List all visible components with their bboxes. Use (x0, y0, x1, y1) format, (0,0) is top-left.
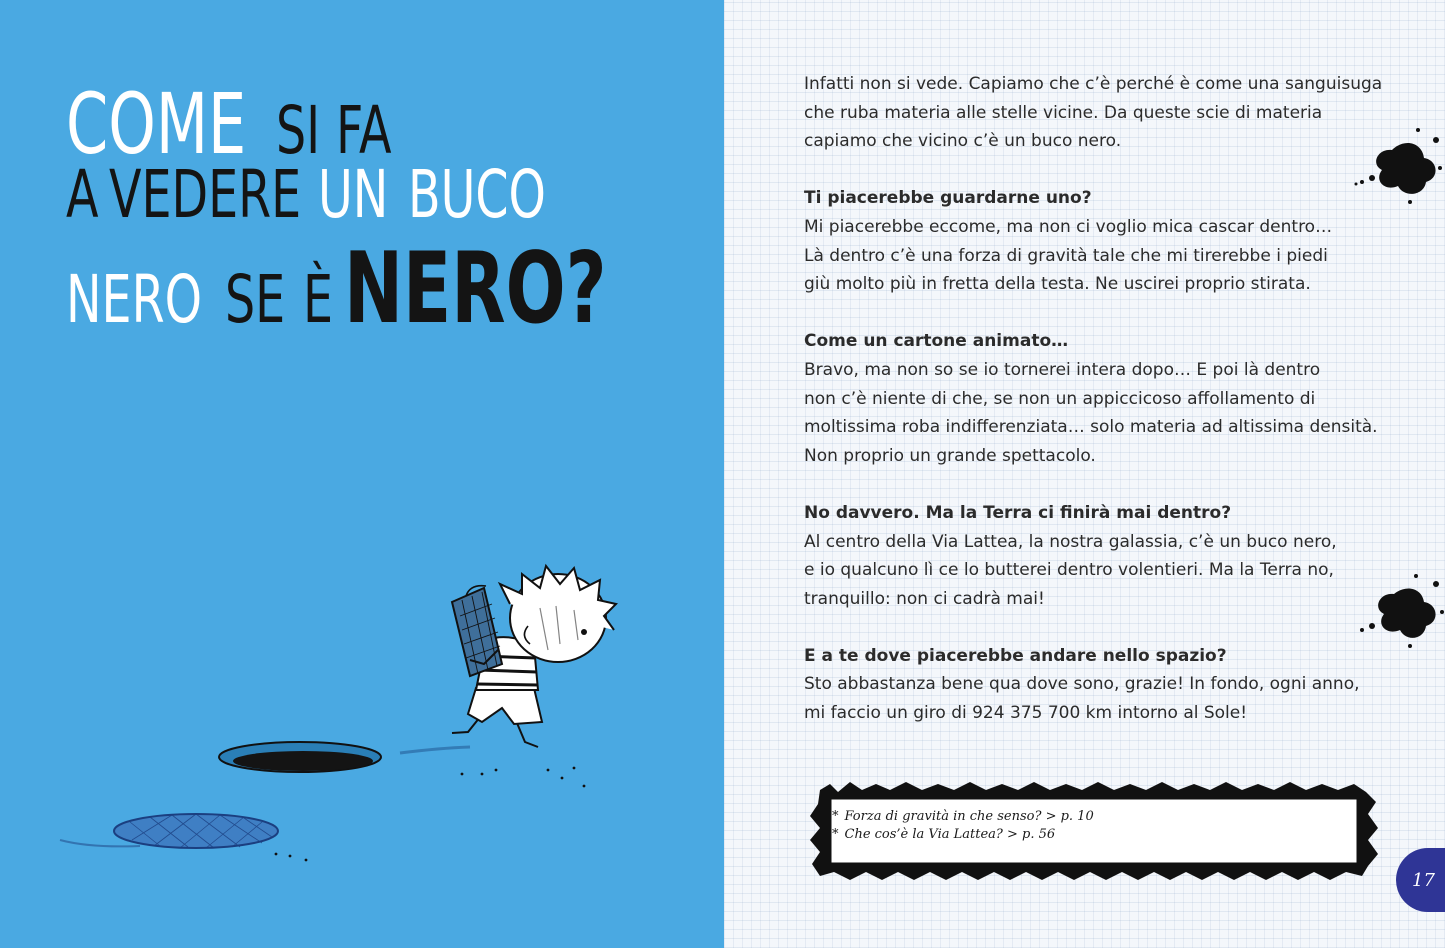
title-word-a: A (66, 156, 99, 233)
title-word-vedere: VEDERE (109, 156, 302, 233)
bullet-star-icon: * (832, 827, 839, 842)
text-line: che ruba materia alle stelle vicine. Da queste scie di materia (804, 102, 1323, 123)
black-hole-icon (219, 742, 381, 772)
title-word-se: SE (224, 261, 286, 338)
text-line: moltissima roba indifferenziata… solo materia ad altissima densità. (804, 417, 1378, 438)
text-line: Bravo, ma non so se io tornerei intera dopo… E poi là dentro (804, 359, 1321, 380)
question-1: Ti piacerebbe guardarne uno? (804, 188, 1092, 209)
intro-paragraph (804, 70, 1394, 156)
answer-4 (804, 670, 1394, 727)
title-word-nero: NERO (66, 261, 203, 338)
title-word-fa: FA (335, 92, 392, 169)
text-line: Al centro della Via Lattea, la nostra galassia, c’è un buco nero, (804, 531, 1337, 552)
text-line: Sto abbastanza bene qua dove sono, grazie! In fondo, ogni anno, (804, 674, 1360, 695)
boy-illustration (400, 566, 616, 787)
question-2: Come un cartone animato… (804, 331, 1069, 352)
answer-3 (804, 528, 1394, 614)
title-word-buco: BUCO (407, 156, 546, 233)
bullet-star-icon: * (832, 809, 839, 824)
page-number: 17 (1412, 869, 1435, 891)
text-line: Mi piacerebbe eccome, ma non ci voglio mica cascar dentro… (804, 216, 1333, 237)
reference-text: Forza di gravità in che senso? > p. 10 (844, 809, 1094, 824)
title-word-nero-emphasis: NERO? (344, 232, 607, 346)
right-page (724, 0, 1445, 948)
text-line: e io qualcuno lì ce lo butterei dentro volentieri. Ma la Terra no, (804, 560, 1334, 581)
page-number-badge (1396, 848, 1445, 912)
text-line: capiamo che vicino c’è un buco nero. (804, 131, 1122, 152)
ink-splat-icon (1352, 120, 1444, 206)
reference-text: Che cos’è la Via Lattea? > p. 56 (844, 827, 1056, 842)
text-line: Non proprio un grande spettacolo. (804, 445, 1096, 466)
reference-item[interactable] (832, 808, 1336, 826)
text-line: Là dentro c’è una forza di gravità tale che mi tirerebbe i piedi (804, 245, 1328, 266)
title-word-si: SI (276, 92, 321, 169)
title-word-come: COME (66, 75, 247, 173)
text-line: Infatti non si vede. Capiamo che c’è perché è come una sanguisuga (804, 74, 1383, 94)
manhole-cover-icon (60, 814, 307, 861)
text-line: tranquillo: non ci cadrà mai! (804, 588, 1045, 609)
title-word-un: UN (318, 156, 389, 233)
text-line: non c’è niente di che, se non un appiccicoso affollamento di (804, 388, 1316, 409)
answer-2 (804, 356, 1394, 470)
title-word-e: È (302, 261, 333, 338)
question-3: No davvero. Ma la Terra ci finirà mai dentro? (804, 502, 1232, 523)
ink-splat-icon (1356, 570, 1445, 650)
question-4: E a te dove piacerebbe andare nello spazio? (804, 645, 1227, 666)
interview-text (804, 70, 1394, 728)
reference-item[interactable] (832, 826, 1336, 844)
text-line: giù molto più in fretta della testa. Ne uscirei proprio stirata. (804, 274, 1311, 295)
reference-list (832, 808, 1336, 856)
answer-1 (804, 213, 1394, 299)
text-line: mi faccio un giro di 924 375 700 km intorno al Sole! (804, 703, 1248, 724)
